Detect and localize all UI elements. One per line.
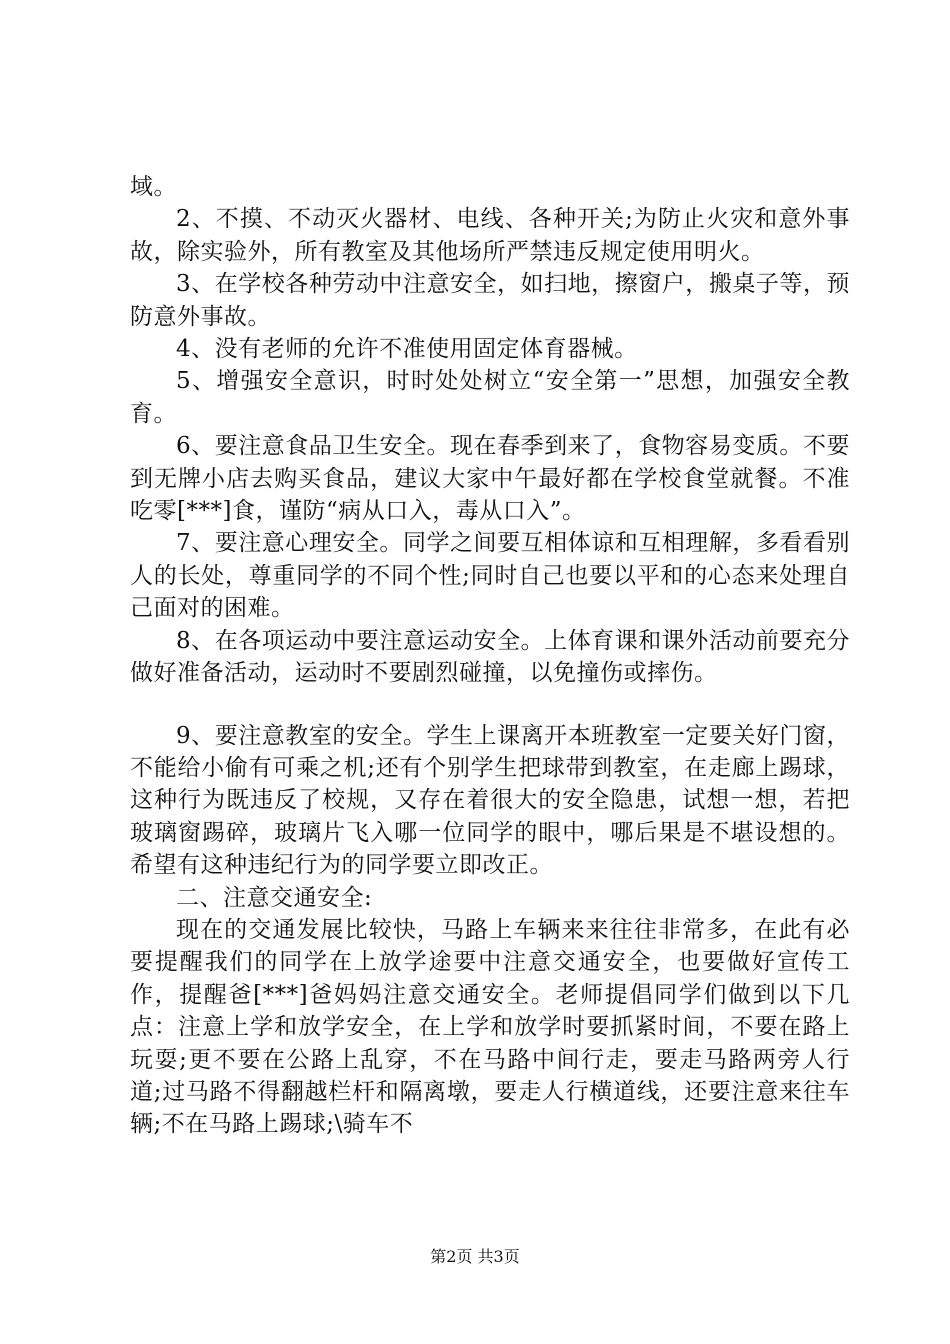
- paragraph-item-7: 7、要注意心理安全。同学之间要互相体谅和互相理解，多看看别人的长处，尊重同学的不同个性;同时自己也要以平和的心态来处理自己面对的困难。: [130, 530, 850, 622]
- document-body: [130, 171, 850, 1141]
- paragraph-item-5: 5、增强安全意识，时时处处树立“安全第一”思想，加强安全教育。: [130, 368, 850, 427]
- paragraph-item-8: 8、在各项运动中要注意运动安全。上体育课和课外活动前要充分做好准备活动，运动时不要剧烈碰撞，以免撞伤或摔伤。: [130, 627, 850, 687]
- page-footer: 第2页 共3页: [430, 1247, 520, 1266]
- paragraph-item-2: 2、不摸、不动灭火器材、电线、各种开关;为防止火灾和意外事故，除实验外，所有教室及其他场所严禁违反规定使用明火。: [130, 206, 850, 265]
- paragraph-item-3: 3、在学校各种劳动中注意安全，如扫地，擦窗户，搬桌子等，预防意外事故。: [130, 271, 850, 330]
- paragraph-item-4: 4、没有老师的允许不准使用固定体育器械。: [176, 336, 638, 363]
- paragraph-item-9: 9、要注意教室的安全。学生上课离开本班教室一定要关好门窗，不能给小偷有可乘之机;还有个别学生把球带到教室，在走廊上踢球，这种行为既违反了校规，又存在着很大的安全隐患，试想一想，若把玻璃窗踢碎，玻璃片飞入哪一位同学的眼中，哪后果是不堪设想的。希望有这种违纪行为的同学要立即改正。: [130, 722, 850, 879]
- paragraph-continuation: 域。: [130, 174, 177, 200]
- paragraph-item-6: 6、要注意食品卫生安全。现在春季到来了，食物容易变质。不要到无牌小店去购买食品，建议大家中午最好都在学校食堂就餐。不准吃零[***]食，谨防“病从口入，毒从口入”。: [130, 433, 850, 525]
- paragraph-traffic-body: 现在的交通发展比较快，马路上车辆来来往往非常多，在此有必要提醒我们的同学在上放学途要中注意交通安全，也要做好宣传工作，提醒爸[***]爸妈妈注意交通安全。老师提倡同学们做到以下几点：注意上学和放学安全，在上学和放学时要抓紧时间，不要在路上玩耍;更不要在公路上乱穿，不在马路中间行走，要走马路两旁人行道;过马路不得翻越栏杆和隔离墩，要走人行横道线，还要注意来往车辆;不在马路上踢球;\骑车不: [130, 916, 850, 1138]
- section-heading-traffic: 二、注意交通安全:: [176, 884, 373, 911]
